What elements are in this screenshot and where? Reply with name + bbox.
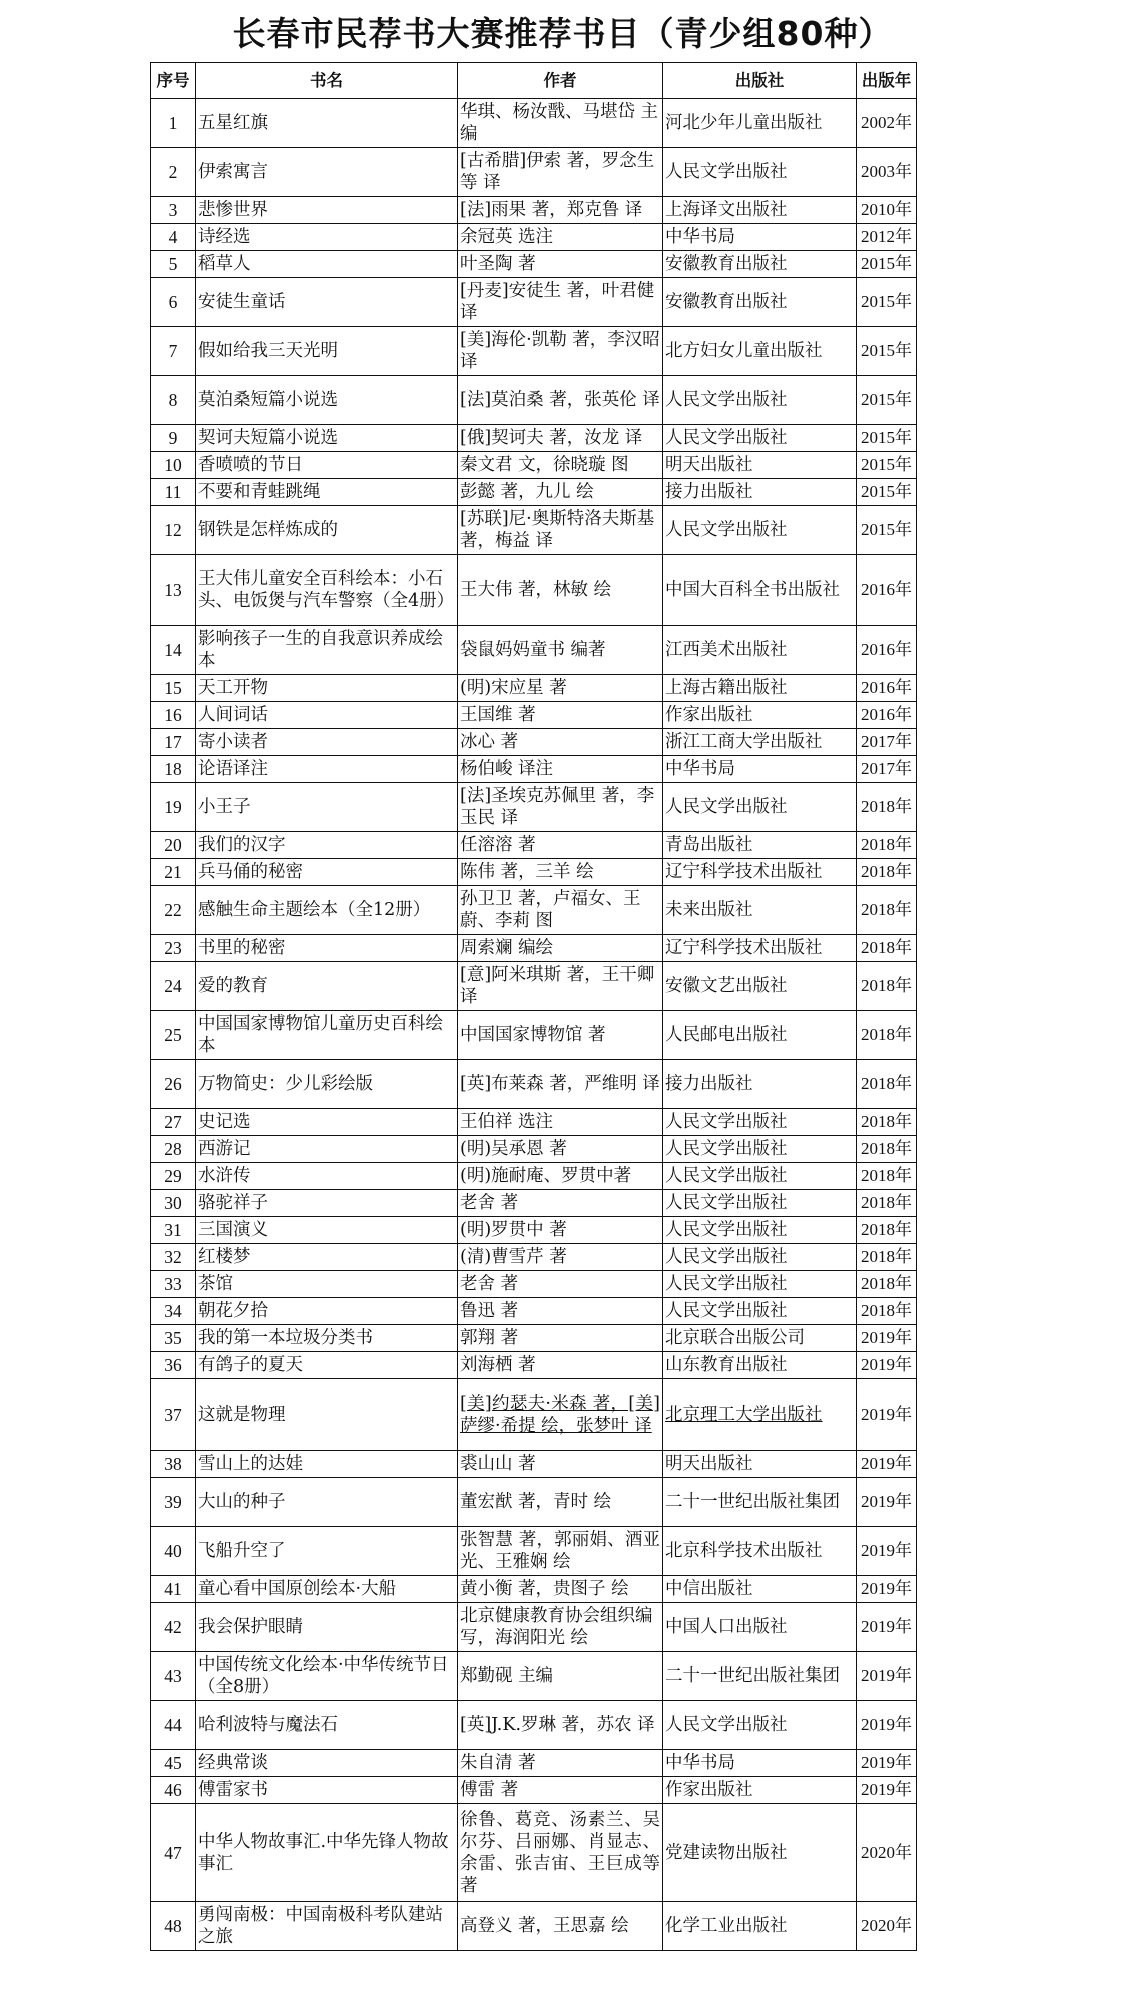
cell-publisher: 浙江工商大学出版社 xyxy=(663,729,857,756)
cell-book-title: 这就是物理 xyxy=(196,1379,458,1451)
cell-publisher: 人民文学出版社 xyxy=(663,783,857,832)
cell-publisher: 人民邮电出版社 xyxy=(663,1011,857,1060)
cell-author: 老舍 著 xyxy=(458,1190,663,1217)
cell-serial-number: 8 xyxy=(151,376,196,425)
table-row xyxy=(151,1109,917,1136)
cell-book-title: 小王子 xyxy=(196,783,458,832)
cell-book-title: 兵马俑的秘密 xyxy=(196,859,458,886)
cell-year: 2018年 xyxy=(857,1060,917,1109)
cell-serial-number: 25 xyxy=(151,1011,196,1060)
cell-author: [英]J.K.罗琳 著，苏农 译 xyxy=(458,1701,663,1750)
cell-book-title: 我们的汉字 xyxy=(196,832,458,859)
cell-year: 2019年 xyxy=(857,1603,917,1652)
cell-author: 华琪、杨汝戬、马堪岱 主编 xyxy=(458,99,663,148)
cell-year: 2018年 xyxy=(857,1190,917,1217)
cell-publisher: 上海译文出版社 xyxy=(663,197,857,224)
header-serial-number: 序号 xyxy=(151,63,196,99)
cell-publisher: 明天出版社 xyxy=(663,452,857,479)
table-row xyxy=(151,1244,917,1271)
cell-year: 2015年 xyxy=(857,425,917,452)
cell-serial-number: 16 xyxy=(151,702,196,729)
cell-publisher: 北京理工大学出版社 xyxy=(663,1379,857,1451)
cell-publisher: 安徽教育出版社 xyxy=(663,278,857,327)
cell-book-title: 大山的种子 xyxy=(196,1478,458,1527)
cell-publisher: 安徽文艺出版社 xyxy=(663,962,857,1011)
cell-publisher: 明天出版社 xyxy=(663,1451,857,1478)
table-row xyxy=(151,327,917,376)
cell-year: 2019年 xyxy=(857,1576,917,1603)
table-row xyxy=(151,1576,917,1603)
cell-publisher: 北京联合出版公司 xyxy=(663,1325,857,1352)
cell-publisher: 上海古籍出版社 xyxy=(663,675,857,702)
cell-serial-number: 18 xyxy=(151,756,196,783)
cell-book-title: 假如给我三天光明 xyxy=(196,327,458,376)
cell-book-title: 万物简史：少儿彩绘版 xyxy=(196,1060,458,1109)
table-row xyxy=(151,1298,917,1325)
cell-serial-number: 37 xyxy=(151,1379,196,1451)
cell-year: 2018年 xyxy=(857,962,917,1011)
cell-author: 袋鼠妈妈童书 编著 xyxy=(458,626,663,675)
cell-serial-number: 42 xyxy=(151,1603,196,1652)
table-row xyxy=(151,962,917,1011)
cell-author: (明)宋应星 著 xyxy=(458,675,663,702)
cell-year: 2019年 xyxy=(857,1652,917,1701)
cell-author: 朱自清 著 xyxy=(458,1750,663,1777)
cell-serial-number: 13 xyxy=(151,555,196,626)
table-row xyxy=(151,555,917,626)
cell-publisher: 中华书局 xyxy=(663,224,857,251)
cell-year: 2002年 xyxy=(857,99,917,148)
table-row xyxy=(151,148,917,197)
cell-book-title: 中国国家博物馆儿童历史百科绘本 xyxy=(196,1011,458,1060)
cell-year: 2018年 xyxy=(857,1271,917,1298)
cell-book-title: 我会保护眼睛 xyxy=(196,1603,458,1652)
cell-year: 2019年 xyxy=(857,1777,917,1804)
table-row xyxy=(151,783,917,832)
table-row xyxy=(151,197,917,224)
cell-serial-number: 3 xyxy=(151,197,196,224)
cell-author: [法]雨果 著，郑克鲁 译 xyxy=(458,197,663,224)
cell-serial-number: 17 xyxy=(151,729,196,756)
cell-book-title: 书里的秘密 xyxy=(196,935,458,962)
cell-serial-number: 20 xyxy=(151,832,196,859)
cell-year: 2018年 xyxy=(857,1298,917,1325)
document-title: 长春市民荐书大赛推荐书目（青少组80种） xyxy=(232,14,893,53)
cell-serial-number: 36 xyxy=(151,1352,196,1379)
cell-year: 2019年 xyxy=(857,1478,917,1527)
cell-book-title: 稻草人 xyxy=(196,251,458,278)
cell-serial-number: 40 xyxy=(151,1527,196,1576)
cell-book-title: 经典常谈 xyxy=(196,1750,458,1777)
cell-author: 郭翔 著 xyxy=(458,1325,663,1352)
cell-serial-number: 12 xyxy=(151,506,196,555)
cell-book-title: 安徒生童话 xyxy=(196,278,458,327)
cell-year: 2017年 xyxy=(857,756,917,783)
cell-publisher: 人民文学出版社 xyxy=(663,1163,857,1190)
table-row xyxy=(151,1379,917,1451)
cell-serial-number: 21 xyxy=(151,859,196,886)
cell-publisher: 北京科学技术出版社 xyxy=(663,1527,857,1576)
table-row xyxy=(151,1163,917,1190)
cell-serial-number: 6 xyxy=(151,278,196,327)
cell-year: 2019年 xyxy=(857,1379,917,1451)
table-row xyxy=(151,1804,917,1902)
cell-publisher: 人民文学出版社 xyxy=(663,1701,857,1750)
cell-year: 2015年 xyxy=(857,251,917,278)
cell-author: (明)吴承恩 著 xyxy=(458,1136,663,1163)
table-row xyxy=(151,1603,917,1652)
table-row xyxy=(151,1902,917,1951)
cell-book-title: 论语译注 xyxy=(196,756,458,783)
cell-book-title: 哈利波特与魔法石 xyxy=(196,1701,458,1750)
cell-author: 张智慧 著，郭丽娟、酒亚光、王雅娴 绘 xyxy=(458,1527,663,1576)
cell-year: 2020年 xyxy=(857,1804,917,1902)
cell-year: 2003年 xyxy=(857,148,917,197)
cell-serial-number: 10 xyxy=(151,452,196,479)
cell-book-title: 茶馆 xyxy=(196,1271,458,1298)
cell-author: 王大伟 著，林敏 绘 xyxy=(458,555,663,626)
cell-publisher: 接力出版社 xyxy=(663,1060,857,1109)
table-row xyxy=(151,1777,917,1804)
table-row xyxy=(151,376,917,425)
cell-author: 郑勤砚 主编 xyxy=(458,1652,663,1701)
cell-serial-number: 33 xyxy=(151,1271,196,1298)
cell-book-title: 人间词话 xyxy=(196,702,458,729)
cell-publisher: 中信出版社 xyxy=(663,1576,857,1603)
cell-year: 2018年 xyxy=(857,886,917,935)
cell-author: (清)曹雪芹 著 xyxy=(458,1244,663,1271)
cell-serial-number: 24 xyxy=(151,962,196,1011)
cell-year: 2019年 xyxy=(857,1325,917,1352)
cell-author: 彭懿 著，九儿 绘 xyxy=(458,479,663,506)
cell-publisher: 作家出版社 xyxy=(663,702,857,729)
cell-year: 2019年 xyxy=(857,1701,917,1750)
cell-serial-number: 39 xyxy=(151,1478,196,1527)
cell-publisher: 化学工业出版社 xyxy=(663,1902,857,1951)
cell-book-title: 不要和青蛙跳绳 xyxy=(196,479,458,506)
cell-book-title: 影响孩子一生的自我意识养成绘本 xyxy=(196,626,458,675)
cell-serial-number: 45 xyxy=(151,1750,196,1777)
cell-book-title: 西游记 xyxy=(196,1136,458,1163)
table-row xyxy=(151,702,917,729)
table-row xyxy=(151,1527,917,1576)
cell-serial-number: 15 xyxy=(151,675,196,702)
cell-serial-number: 4 xyxy=(151,224,196,251)
table-row xyxy=(151,832,917,859)
cell-year: 2018年 xyxy=(857,859,917,886)
cell-author: (明)罗贯中 著 xyxy=(458,1217,663,1244)
cell-serial-number: 7 xyxy=(151,327,196,376)
cell-serial-number: 27 xyxy=(151,1109,196,1136)
header-publisher: 出版社 xyxy=(663,63,857,99)
header-year: 出版年 xyxy=(857,63,917,99)
cell-serial-number: 11 xyxy=(151,479,196,506)
cell-book-title: 水浒传 xyxy=(196,1163,458,1190)
cell-author: 王伯祥 选注 xyxy=(458,1109,663,1136)
table-row xyxy=(151,1190,917,1217)
cell-year: 2019年 xyxy=(857,1750,917,1777)
cell-serial-number: 23 xyxy=(151,935,196,962)
cell-year: 2016年 xyxy=(857,555,917,626)
cell-author: [英]布莱森 著，严维明 译 xyxy=(458,1060,663,1109)
cell-author: 高登义 著，王思嘉 绘 xyxy=(458,1902,663,1951)
table-row xyxy=(151,479,917,506)
cell-year: 2018年 xyxy=(857,832,917,859)
table-header-row xyxy=(151,63,917,99)
table-row xyxy=(151,506,917,555)
table-row xyxy=(151,1750,917,1777)
cell-serial-number: 44 xyxy=(151,1701,196,1750)
cell-book-title: 傅雷家书 xyxy=(196,1777,458,1804)
cell-publisher: 人民文学出版社 xyxy=(663,1109,857,1136)
cell-book-title: 契诃夫短篇小说选 xyxy=(196,425,458,452)
cell-serial-number: 30 xyxy=(151,1190,196,1217)
cell-author: 黄小衡 著，贵图子 绘 xyxy=(458,1576,663,1603)
cell-author: 王国维 著 xyxy=(458,702,663,729)
cell-author: 裘山山 著 xyxy=(458,1451,663,1478)
cell-serial-number: 35 xyxy=(151,1325,196,1352)
cell-year: 2016年 xyxy=(857,702,917,729)
cell-publisher: 中国人口出版社 xyxy=(663,1603,857,1652)
cell-book-title: 朝花夕拾 xyxy=(196,1298,458,1325)
cell-author: [丹麦]安徒生 著，叶君健 译 xyxy=(458,278,663,327)
cell-author: 董宏猷 著，青时 绘 xyxy=(458,1478,663,1527)
cell-author: 余冠英 选注 xyxy=(458,224,663,251)
cell-year: 2019年 xyxy=(857,1527,917,1576)
cell-publisher: 人民文学出版社 xyxy=(663,1298,857,1325)
cell-author: 冰心 著 xyxy=(458,729,663,756)
cell-book-title: 伊索寓言 xyxy=(196,148,458,197)
cell-book-title: 王大伟儿童安全百科绘本：小石头、电饭煲与汽车警察（全4册） xyxy=(196,555,458,626)
cell-publisher: 人民文学出版社 xyxy=(663,1271,857,1298)
table-row xyxy=(151,675,917,702)
cell-author: 周索斓 编绘 xyxy=(458,935,663,962)
cell-publisher: 人民文学出版社 xyxy=(663,1136,857,1163)
cell-author: [意]阿米琪斯 著，王干卿 译 xyxy=(458,962,663,1011)
cell-serial-number: 43 xyxy=(151,1652,196,1701)
table-row xyxy=(151,626,917,675)
cell-book-title: 寄小读者 xyxy=(196,729,458,756)
cell-author: [俄]契诃夫 著，汝龙 译 xyxy=(458,425,663,452)
cell-serial-number: 9 xyxy=(151,425,196,452)
cell-publisher: 山东教育出版社 xyxy=(663,1352,857,1379)
cell-book-title: 爱的教育 xyxy=(196,962,458,1011)
cell-publisher: 辽宁科学技术出版社 xyxy=(663,859,857,886)
header-author: 作者 xyxy=(458,63,663,99)
cell-book-title: 雪山上的达娃 xyxy=(196,1451,458,1478)
table-row xyxy=(151,452,917,479)
cell-book-title: 红楼梦 xyxy=(196,1244,458,1271)
cell-publisher: 作家出版社 xyxy=(663,1777,857,1804)
cell-year: 2015年 xyxy=(857,376,917,425)
table-row xyxy=(151,1478,917,1527)
cell-author: 老舍 著 xyxy=(458,1271,663,1298)
cell-publisher: 北方妇女儿童出版社 xyxy=(663,327,857,376)
cell-book-title: 中国传统文化绘本·中华传统节日（全8册） xyxy=(196,1652,458,1701)
cell-book-title: 三国演义 xyxy=(196,1217,458,1244)
cell-publisher: 人民文学出版社 xyxy=(663,1244,857,1271)
cell-serial-number: 32 xyxy=(151,1244,196,1271)
cell-publisher: 党建读物出版社 xyxy=(663,1804,857,1902)
cell-author: 北京健康教育协会组织编写，海润阳光 绘 xyxy=(458,1603,663,1652)
cell-year: 2016年 xyxy=(857,626,917,675)
cell-year: 2019年 xyxy=(857,1451,917,1478)
cell-year: 2018年 xyxy=(857,935,917,962)
cell-author: 孙卫卫 著，卢福女、王蔚、李莉 图 xyxy=(458,886,663,935)
cell-serial-number: 28 xyxy=(151,1136,196,1163)
cell-serial-number: 5 xyxy=(151,251,196,278)
book-list-table xyxy=(150,62,917,1951)
cell-serial-number: 19 xyxy=(151,783,196,832)
cell-book-title: 感触生命主题绘本（全12册） xyxy=(196,886,458,935)
cell-author: [美]海伦·凯勒 著，李汉昭 译 xyxy=(458,327,663,376)
cell-year: 2018年 xyxy=(857,1136,917,1163)
cell-book-title: 诗经选 xyxy=(196,224,458,251)
cell-year: 2015年 xyxy=(857,327,917,376)
cell-year: 2018年 xyxy=(857,1011,917,1060)
table-row xyxy=(151,1271,917,1298)
cell-year: 2015年 xyxy=(857,452,917,479)
table-row xyxy=(151,224,917,251)
cell-book-title: 中华人物故事汇.中华先锋人物故事汇 xyxy=(196,1804,458,1902)
cell-author: 秦文君 文，徐晓璇 图 xyxy=(458,452,663,479)
table-row xyxy=(151,1325,917,1352)
cell-year: 2015年 xyxy=(857,278,917,327)
cell-author: 陈伟 著，三羊 绘 xyxy=(458,859,663,886)
table-row xyxy=(151,278,917,327)
cell-year: 2020年 xyxy=(857,1902,917,1951)
cell-year: 2012年 xyxy=(857,224,917,251)
cell-serial-number: 47 xyxy=(151,1804,196,1902)
cell-year: 2015年 xyxy=(857,506,917,555)
table-row xyxy=(151,729,917,756)
table-row xyxy=(151,1060,917,1109)
cell-book-title: 五星红旗 xyxy=(196,99,458,148)
cell-serial-number: 29 xyxy=(151,1163,196,1190)
cell-year: 2018年 xyxy=(857,1163,917,1190)
cell-author: 徐鲁、葛竞、汤素兰、吴尔芬、吕丽娜、肖显志、余雷、张吉宙、王巨成等 著 xyxy=(458,1804,663,1902)
table-row xyxy=(151,1451,917,1478)
cell-book-title: 我的第一本垃圾分类书 xyxy=(196,1325,458,1352)
table-row xyxy=(151,1352,917,1379)
cell-publisher: 人民文学出版社 xyxy=(663,148,857,197)
cell-year: 2017年 xyxy=(857,729,917,756)
cell-book-title: 香喷喷的节日 xyxy=(196,452,458,479)
cell-year: 2018年 xyxy=(857,1244,917,1271)
table-row xyxy=(151,99,917,148)
cell-publisher: 人民文学出版社 xyxy=(663,376,857,425)
cell-publisher: 人民文学出版社 xyxy=(663,1217,857,1244)
cell-author: [法]莫泊桑 著，张英伦 译 xyxy=(458,376,663,425)
cell-author: 鲁迅 著 xyxy=(458,1298,663,1325)
cell-author: 刘海栖 著 xyxy=(458,1352,663,1379)
cell-book-title: 骆驼祥子 xyxy=(196,1190,458,1217)
table-row xyxy=(151,1701,917,1750)
cell-book-title: 勇闯南极：中国南极科考队建站之旅 xyxy=(196,1902,458,1951)
cell-author: 任溶溶 著 xyxy=(458,832,663,859)
cell-book-title: 童心看中国原创绘本·大船 xyxy=(196,1576,458,1603)
cell-author: (明)施耐庵、罗贯中著 xyxy=(458,1163,663,1190)
cell-publisher: 辽宁科学技术出版社 xyxy=(663,935,857,962)
cell-publisher: 人民文学出版社 xyxy=(663,1190,857,1217)
cell-publisher: 人民文学出版社 xyxy=(663,506,857,555)
table-row xyxy=(151,1136,917,1163)
cell-publisher: 中国大百科全书出版社 xyxy=(663,555,857,626)
cell-book-title: 有鸽子的夏天 xyxy=(196,1352,458,1379)
cell-book-title: 史记选 xyxy=(196,1109,458,1136)
cell-author: 中国国家博物馆 著 xyxy=(458,1011,663,1060)
cell-year: 2015年 xyxy=(857,479,917,506)
table-row xyxy=(151,756,917,783)
cell-year: 2010年 xyxy=(857,197,917,224)
cell-author: [法]圣埃克苏佩里 著，李玉民 译 xyxy=(458,783,663,832)
cell-book-title: 悲惨世界 xyxy=(196,197,458,224)
cell-year: 2019年 xyxy=(857,1352,917,1379)
cell-author: 傅雷 著 xyxy=(458,1777,663,1804)
cell-book-title: 天工开物 xyxy=(196,675,458,702)
cell-publisher: 中华书局 xyxy=(663,1750,857,1777)
cell-publisher: 青岛出版社 xyxy=(663,832,857,859)
table-row xyxy=(151,935,917,962)
table-row xyxy=(151,1217,917,1244)
table-row xyxy=(151,859,917,886)
cell-publisher: 河北少年儿童出版社 xyxy=(663,99,857,148)
table-row xyxy=(151,425,917,452)
table-row xyxy=(151,1011,917,1060)
table-row xyxy=(151,886,917,935)
cell-publisher: 人民文学出版社 xyxy=(663,425,857,452)
cell-author: [古希腊]伊索 著，罗念生等 译 xyxy=(458,148,663,197)
cell-serial-number: 26 xyxy=(151,1060,196,1109)
cell-year: 2018年 xyxy=(857,1109,917,1136)
cell-serial-number: 22 xyxy=(151,886,196,935)
cell-author: [苏联]尼·奥斯特洛夫斯基 著，梅益 译 xyxy=(458,506,663,555)
cell-serial-number: 31 xyxy=(151,1217,196,1244)
cell-year: 2016年 xyxy=(857,675,917,702)
cell-book-title: 钢铁是怎样炼成的 xyxy=(196,506,458,555)
cell-publisher: 二十一世纪出版社集团 xyxy=(663,1478,857,1527)
cell-serial-number: 2 xyxy=(151,148,196,197)
table-row xyxy=(151,251,917,278)
table-row xyxy=(151,1652,917,1701)
cell-publisher: 中华书局 xyxy=(663,756,857,783)
cell-author: 叶圣陶 著 xyxy=(458,251,663,278)
cell-year: 2018年 xyxy=(857,783,917,832)
cell-publisher: 安徽教育出版社 xyxy=(663,251,857,278)
cell-publisher: 未来出版社 xyxy=(663,886,857,935)
cell-serial-number: 41 xyxy=(151,1576,196,1603)
cell-book-title: 莫泊桑短篇小说选 xyxy=(196,376,458,425)
cell-serial-number: 46 xyxy=(151,1777,196,1804)
cell-serial-number: 1 xyxy=(151,99,196,148)
cell-serial-number: 14 xyxy=(151,626,196,675)
cell-author: 杨伯峻 译注 xyxy=(458,756,663,783)
cell-serial-number: 34 xyxy=(151,1298,196,1325)
cell-year: 2018年 xyxy=(857,1217,917,1244)
cell-serial-number: 38 xyxy=(151,1451,196,1478)
cell-publisher: 接力出版社 xyxy=(663,479,857,506)
cell-publisher: 二十一世纪出版社集团 xyxy=(663,1652,857,1701)
cell-publisher: 江西美术出版社 xyxy=(663,626,857,675)
header-book-title: 书名 xyxy=(196,63,458,99)
cell-serial-number: 48 xyxy=(151,1902,196,1951)
cell-author: [美]约瑟夫·米森 著，[美]萨缪·希提 绘，张梦叶 译 xyxy=(458,1379,663,1451)
cell-book-title: 飞船升空了 xyxy=(196,1527,458,1576)
